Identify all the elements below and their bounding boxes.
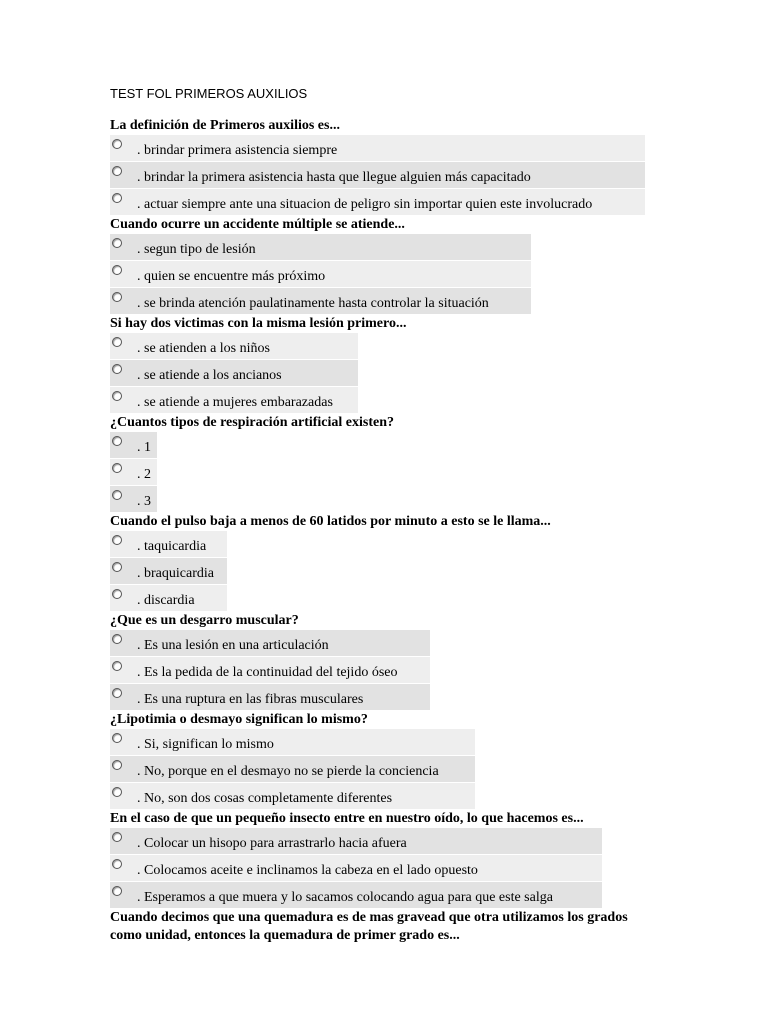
radio-button-icon[interactable] bbox=[112, 391, 122, 401]
answer-option[interactable] bbox=[110, 432, 157, 458]
answer-option[interactable] bbox=[110, 360, 358, 386]
answer-option[interactable] bbox=[110, 531, 227, 557]
option-label: . actuar siempre ante una situacion de peligro sin importar quien este involucrado bbox=[137, 197, 593, 212]
radio-button-icon[interactable] bbox=[112, 292, 122, 302]
answer-option[interactable] bbox=[110, 684, 430, 710]
radio-button-icon[interactable] bbox=[112, 193, 122, 203]
answer-option[interactable] bbox=[110, 135, 645, 161]
answer-option[interactable] bbox=[110, 630, 430, 656]
option-label: . Esperamos a que muera y lo sacamos colocando agua para que este salga bbox=[137, 890, 553, 905]
option-label: . 3 bbox=[137, 494, 151, 509]
radio-button-icon[interactable] bbox=[112, 688, 122, 698]
option-label: . se atiende a los ancianos bbox=[137, 368, 282, 383]
option-label: . 2 bbox=[137, 467, 151, 482]
option-label: . No, porque en el desmayo no se pierde la conciencia bbox=[137, 764, 439, 779]
radio-button-icon[interactable] bbox=[112, 364, 122, 374]
radio-button-icon[interactable] bbox=[112, 859, 122, 869]
answer-option[interactable] bbox=[110, 855, 602, 881]
radio-button-icon[interactable] bbox=[112, 760, 122, 770]
answer-option[interactable] bbox=[110, 486, 157, 512]
quiz-container bbox=[110, 117, 650, 945]
radio-button-icon[interactable] bbox=[112, 238, 122, 248]
radio-button-icon[interactable] bbox=[112, 634, 122, 644]
option-label: . taquicardia bbox=[137, 539, 207, 554]
question-text: La definición de Primeros auxilios es... bbox=[110, 118, 340, 133]
option-label: . 1 bbox=[137, 440, 151, 455]
option-label: . se atienden a los niños bbox=[137, 341, 270, 356]
answer-option[interactable] bbox=[110, 756, 475, 782]
answer-option[interactable] bbox=[110, 585, 227, 611]
radio-button-icon[interactable] bbox=[112, 490, 122, 500]
radio-button-icon[interactable] bbox=[112, 463, 122, 473]
radio-button-icon[interactable] bbox=[112, 535, 122, 545]
option-label: . brindar la primera asistencia hasta que llegue alguien más capacitado bbox=[137, 170, 531, 185]
option-label: . brindar primera asistencia siempre bbox=[137, 143, 338, 158]
radio-button-icon[interactable] bbox=[112, 139, 122, 149]
question-text: ¿Cuantos tipos de respiración artificial existen? bbox=[110, 415, 395, 430]
answer-option[interactable] bbox=[110, 234, 531, 260]
question-text: ¿Que es un desgarro muscular? bbox=[110, 613, 299, 628]
answer-option[interactable] bbox=[110, 288, 531, 314]
radio-button-icon[interactable] bbox=[112, 589, 122, 599]
answer-option[interactable] bbox=[110, 657, 430, 683]
option-label: . braquicardia bbox=[137, 566, 214, 581]
answer-option[interactable] bbox=[110, 828, 602, 854]
answer-option[interactable] bbox=[110, 459, 157, 485]
option-label: . Es la pedida de la continuidad del tejido óseo bbox=[137, 665, 398, 680]
question-text: En el caso de que un pequeño insecto entre en nuestro oído, lo que hacemos es... bbox=[110, 811, 584, 826]
radio-button-icon[interactable] bbox=[112, 562, 122, 572]
radio-button-icon[interactable] bbox=[112, 436, 122, 446]
answer-option[interactable] bbox=[110, 783, 475, 809]
radio-button-icon[interactable] bbox=[112, 166, 122, 176]
option-label: . Es una ruptura en las fibras musculares bbox=[137, 692, 364, 707]
radio-button-icon[interactable] bbox=[112, 832, 122, 842]
answer-option[interactable] bbox=[110, 261, 531, 287]
radio-button-icon[interactable] bbox=[112, 265, 122, 275]
option-label: . Colocar un hisopo para arrastrarlo hacia afuera bbox=[137, 836, 407, 851]
radio-button-icon[interactable] bbox=[112, 733, 122, 743]
option-label: . segun tipo de lesión bbox=[137, 242, 256, 257]
option-label: . discardia bbox=[137, 593, 195, 608]
answer-option[interactable] bbox=[110, 558, 227, 584]
question-text: ¿Lipotimia o desmayo significan lo mismo? bbox=[110, 712, 368, 727]
question-text: Cuando decimos que una quemadura es de mas gravead que otra utilizamos los grados como unidad, entonces la quemadura de primer grado es... bbox=[110, 910, 628, 943]
option-label: . Colocamos aceite e inclinamos la cabeza en el lado opuesto bbox=[137, 863, 478, 878]
radio-button-icon[interactable] bbox=[112, 337, 122, 347]
document-title: TEST FOL PRIMEROS AUXILIOS bbox=[110, 86, 308, 101]
option-label: . Si, significan lo mismo bbox=[137, 737, 274, 752]
radio-button-icon[interactable] bbox=[112, 661, 122, 671]
answer-option[interactable] bbox=[110, 729, 475, 755]
question-text: Cuando el pulso baja a menos de 60 latidos por minuto a esto se le llama... bbox=[110, 514, 551, 529]
question-text: Si hay dos victimas con la misma lesión primero... bbox=[110, 316, 407, 331]
question-text: Cuando ocurre un accidente múltiple se atiende... bbox=[110, 217, 405, 232]
answer-option[interactable] bbox=[110, 387, 358, 413]
option-label: . quien se encuentre más próximo bbox=[137, 269, 326, 284]
answer-option[interactable] bbox=[110, 882, 602, 908]
radio-button-icon[interactable] bbox=[112, 886, 122, 896]
option-label: . Es una lesión en una articulación bbox=[137, 638, 329, 653]
option-label: . se atiende a mujeres embarazadas bbox=[137, 395, 333, 410]
answer-option[interactable] bbox=[110, 333, 358, 359]
option-label: . se brinda atención paulatinamente hasta controlar la situación bbox=[137, 296, 489, 311]
option-label: . No, son dos cosas completamente diferentes bbox=[137, 791, 393, 806]
answer-option[interactable] bbox=[110, 189, 645, 215]
radio-button-icon[interactable] bbox=[112, 787, 122, 797]
answer-option[interactable] bbox=[110, 162, 645, 188]
